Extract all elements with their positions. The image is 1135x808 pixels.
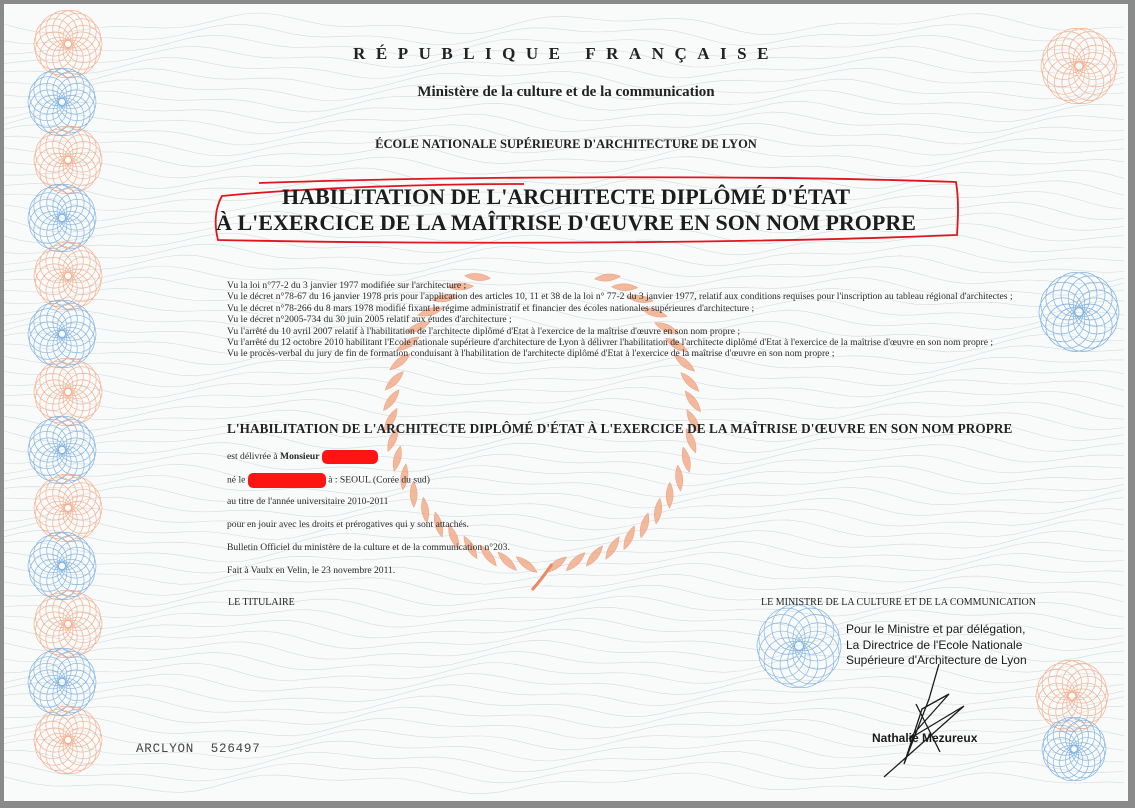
delegation-line: Supérieure d'Architecture de Lyon [846, 653, 1027, 667]
visa-line: Vu l'arrêté du 10 avril 2007 relatif à l'habilitation de l'architecte diplômé d'Etat à l'exercice de la maîtrise d'œuvre en son nom propre ; [227, 325, 741, 337]
rights-statement: pour en jouir avec les droits et prérogatives qui y sont attachés. [227, 519, 469, 530]
delegation-stamp [846, 622, 1027, 669]
serial-prefix: ARCLYON [136, 742, 195, 756]
border-rosette [34, 706, 102, 773]
ministry-heading: Ministère de la culture et de la communication [417, 84, 715, 100]
corner-rosette [1036, 660, 1108, 731]
minister-signature-label: LE MINISTRE DE LA CULTURE ET DE LA COMMUNICATION [761, 597, 1036, 608]
guilloche-lines [4, 13, 1124, 794]
border-rosette [34, 590, 102, 657]
border-rosette [28, 648, 96, 715]
born-prefix: né le [227, 474, 246, 486]
visa-line: Vu le procès-verbal du jury de fin de formation conduisant à l'habilitation de l'architecte diplômé d'Etat à l'exercice de la maîtrise d'œuvre en son nom propre ; [227, 348, 835, 360]
diploma-page [4, 4, 1128, 801]
visa-line: Vu le décret n°2005-734 du 30 juin 2005 relatif aux études d'architecture ; [227, 314, 512, 326]
birth-line [227, 473, 430, 488]
handwritten-signature [884, 664, 964, 777]
bulletin-reference: Bulletin Officiel du ministère de la culture et de la communication n°203. [227, 542, 510, 553]
republic-heading: RÉPUBLIQUE FRANÇAISE [353, 44, 779, 63]
delivered-prefix: est délivrée à [227, 451, 278, 463]
serial-number [136, 742, 261, 756]
delegation-line: Pour le Ministre et par délégation, [846, 622, 1026, 636]
signatory-name: Nathalie Mezureux [872, 731, 978, 745]
name-redaction [322, 450, 378, 464]
visa-line: Vu la loi n°77-2 du 3 janvier 1977 modifiée sur l'architecture ; [227, 280, 467, 291]
visa-line: Vu l'arrêté du 12 octobre 2010 habilitant l'Ecole nationale supérieure d'architecture de Lyon à délivrer l'habilitation de l'architecte diplômé d'Etat à l'exercice de la maîtrise d'œuvre en son nom propre ; [227, 337, 994, 349]
school-heading: ÉCOLE NATIONALE SUPÉRIEURE D'ARCHITECTURE DE LYON [375, 137, 757, 151]
born-suffix: à : SEOUL (Corée du sud) [328, 474, 430, 486]
seal-rosette [757, 604, 841, 687]
legal-references [227, 280, 1067, 360]
title-line-1: HABILITATION DE L'ARCHITECTE DIPLÔMÉ D'ÉTAT [281, 184, 851, 209]
border-rosette [28, 68, 96, 135]
habilitation-heading: L'HABILITATION DE L'ARCHITECTE DIPLÔMÉ D'ÉTAT À L'EXERCICE DE LA MAÎTRISE D'ŒUVRE EN SON NOM PROPRE [227, 421, 1013, 436]
birthdate-redaction [248, 473, 326, 488]
serial-value: 526497 [210, 742, 261, 756]
recipient-title: Monsieur [280, 451, 320, 463]
title-line-2: À L'EXERCICE DE LA MAÎTRISE D'ŒUVRE EN SON NOM PROPRE [216, 210, 916, 235]
delivered-line [227, 450, 378, 464]
border-rosette [34, 358, 102, 425]
delegation-line: La Directrice de l'Ecole Nationale [846, 637, 1023, 652]
place-and-date: Fait à Vaulx en Velin, le 23 novembre 2011. [227, 565, 396, 576]
visa-line: Vu le décret n°78-67 du 16 janvier 1978 pris pour l'application des articles 10, 11 et 38 de la loi n° 77-2 du 3 janvier 1977, relatif aux conditions requises pour l'inscription au tableau régional d'architectes ; [227, 291, 1013, 303]
academic-year: au titre de l'année universitaire 2010-2011 [227, 496, 389, 507]
holder-signature-label: LE TITULAIRE [228, 597, 295, 608]
visa-line: Vu le décret n°78-266 du 8 mars 1978 modifié fixant le régime administratif et financier des écoles nationales supérieures d'architecture ; [227, 302, 755, 314]
guilloche-background [4, 4, 1128, 801]
border-rosette [34, 474, 102, 541]
